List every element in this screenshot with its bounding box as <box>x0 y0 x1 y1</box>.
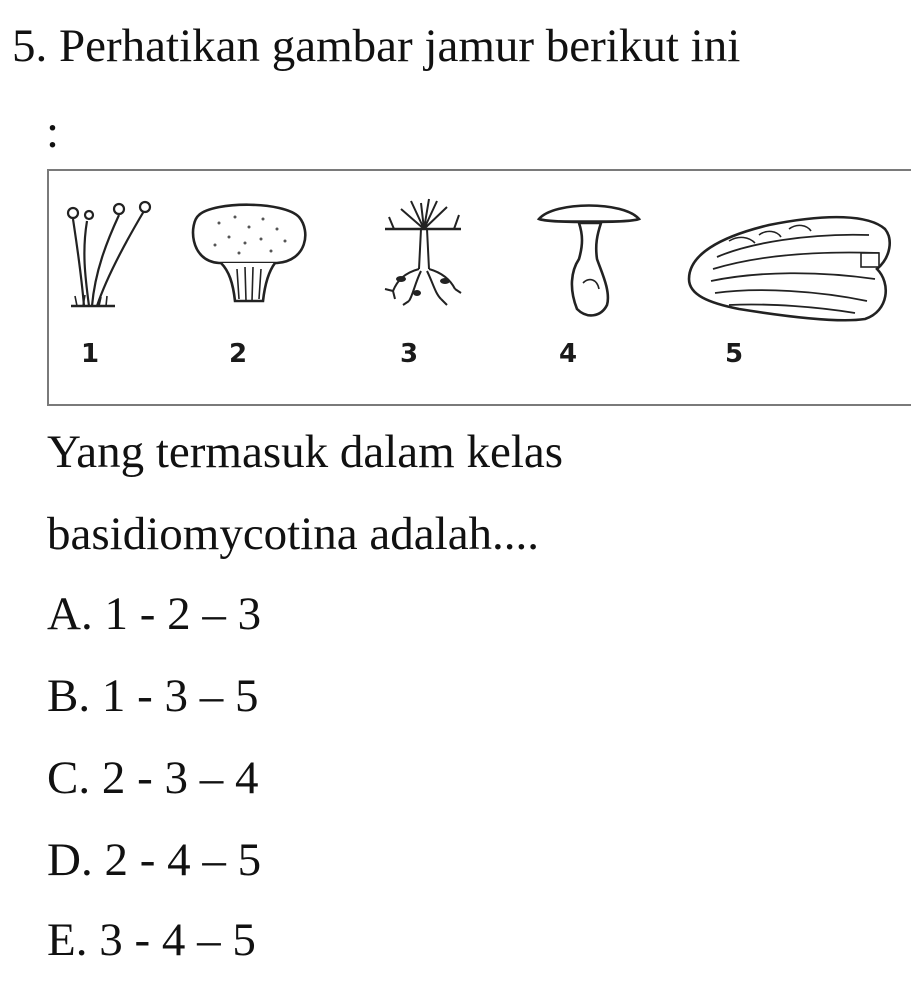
mushroom-icon <box>539 206 639 316</box>
option-text: 2 - 3 – 4 <box>101 752 259 804</box>
option-letter: E. <box>47 914 88 966</box>
bracket-fungus-icon <box>689 217 890 320</box>
fungus-figure <box>47 169 911 406</box>
question-stem-line-1: Yang termasuk dalam kelas <box>47 426 564 478</box>
option-text: 3 - 4 – 5 <box>99 914 256 966</box>
mold-sporangia-icon <box>68 202 150 306</box>
option-letter: A. <box>47 588 93 640</box>
option-c[interactable] <box>47 746 259 810</box>
option-a[interactable] <box>47 582 261 646</box>
option-letter: D. <box>47 834 93 886</box>
question-title: 5. Perhatikan gambar jamur berikut ini <box>12 20 741 72</box>
option-text: 1 - 3 – 5 <box>101 670 259 722</box>
option-letter: C. <box>47 752 91 804</box>
figure-label-5: 5 <box>725 339 744 369</box>
option-d[interactable] <box>47 828 261 892</box>
figure-label-3: 3 <box>400 339 419 369</box>
option-text: 1 - 2 – 3 <box>104 588 262 640</box>
figure-label-4: 4 <box>559 339 578 369</box>
rhizopus-icon <box>385 199 461 305</box>
puffball-icon <box>193 205 305 301</box>
figure-label-2: 2 <box>229 339 248 369</box>
figure-label-1: 1 <box>81 339 100 369</box>
question-stem-line-2: basidiomycotina adalah.... <box>47 508 540 560</box>
question-colon: : <box>46 106 60 158</box>
option-e[interactable] <box>47 908 256 972</box>
option-b[interactable] <box>47 664 259 728</box>
option-letter: B. <box>47 670 91 722</box>
option-text: 2 - 4 – 5 <box>104 834 262 886</box>
